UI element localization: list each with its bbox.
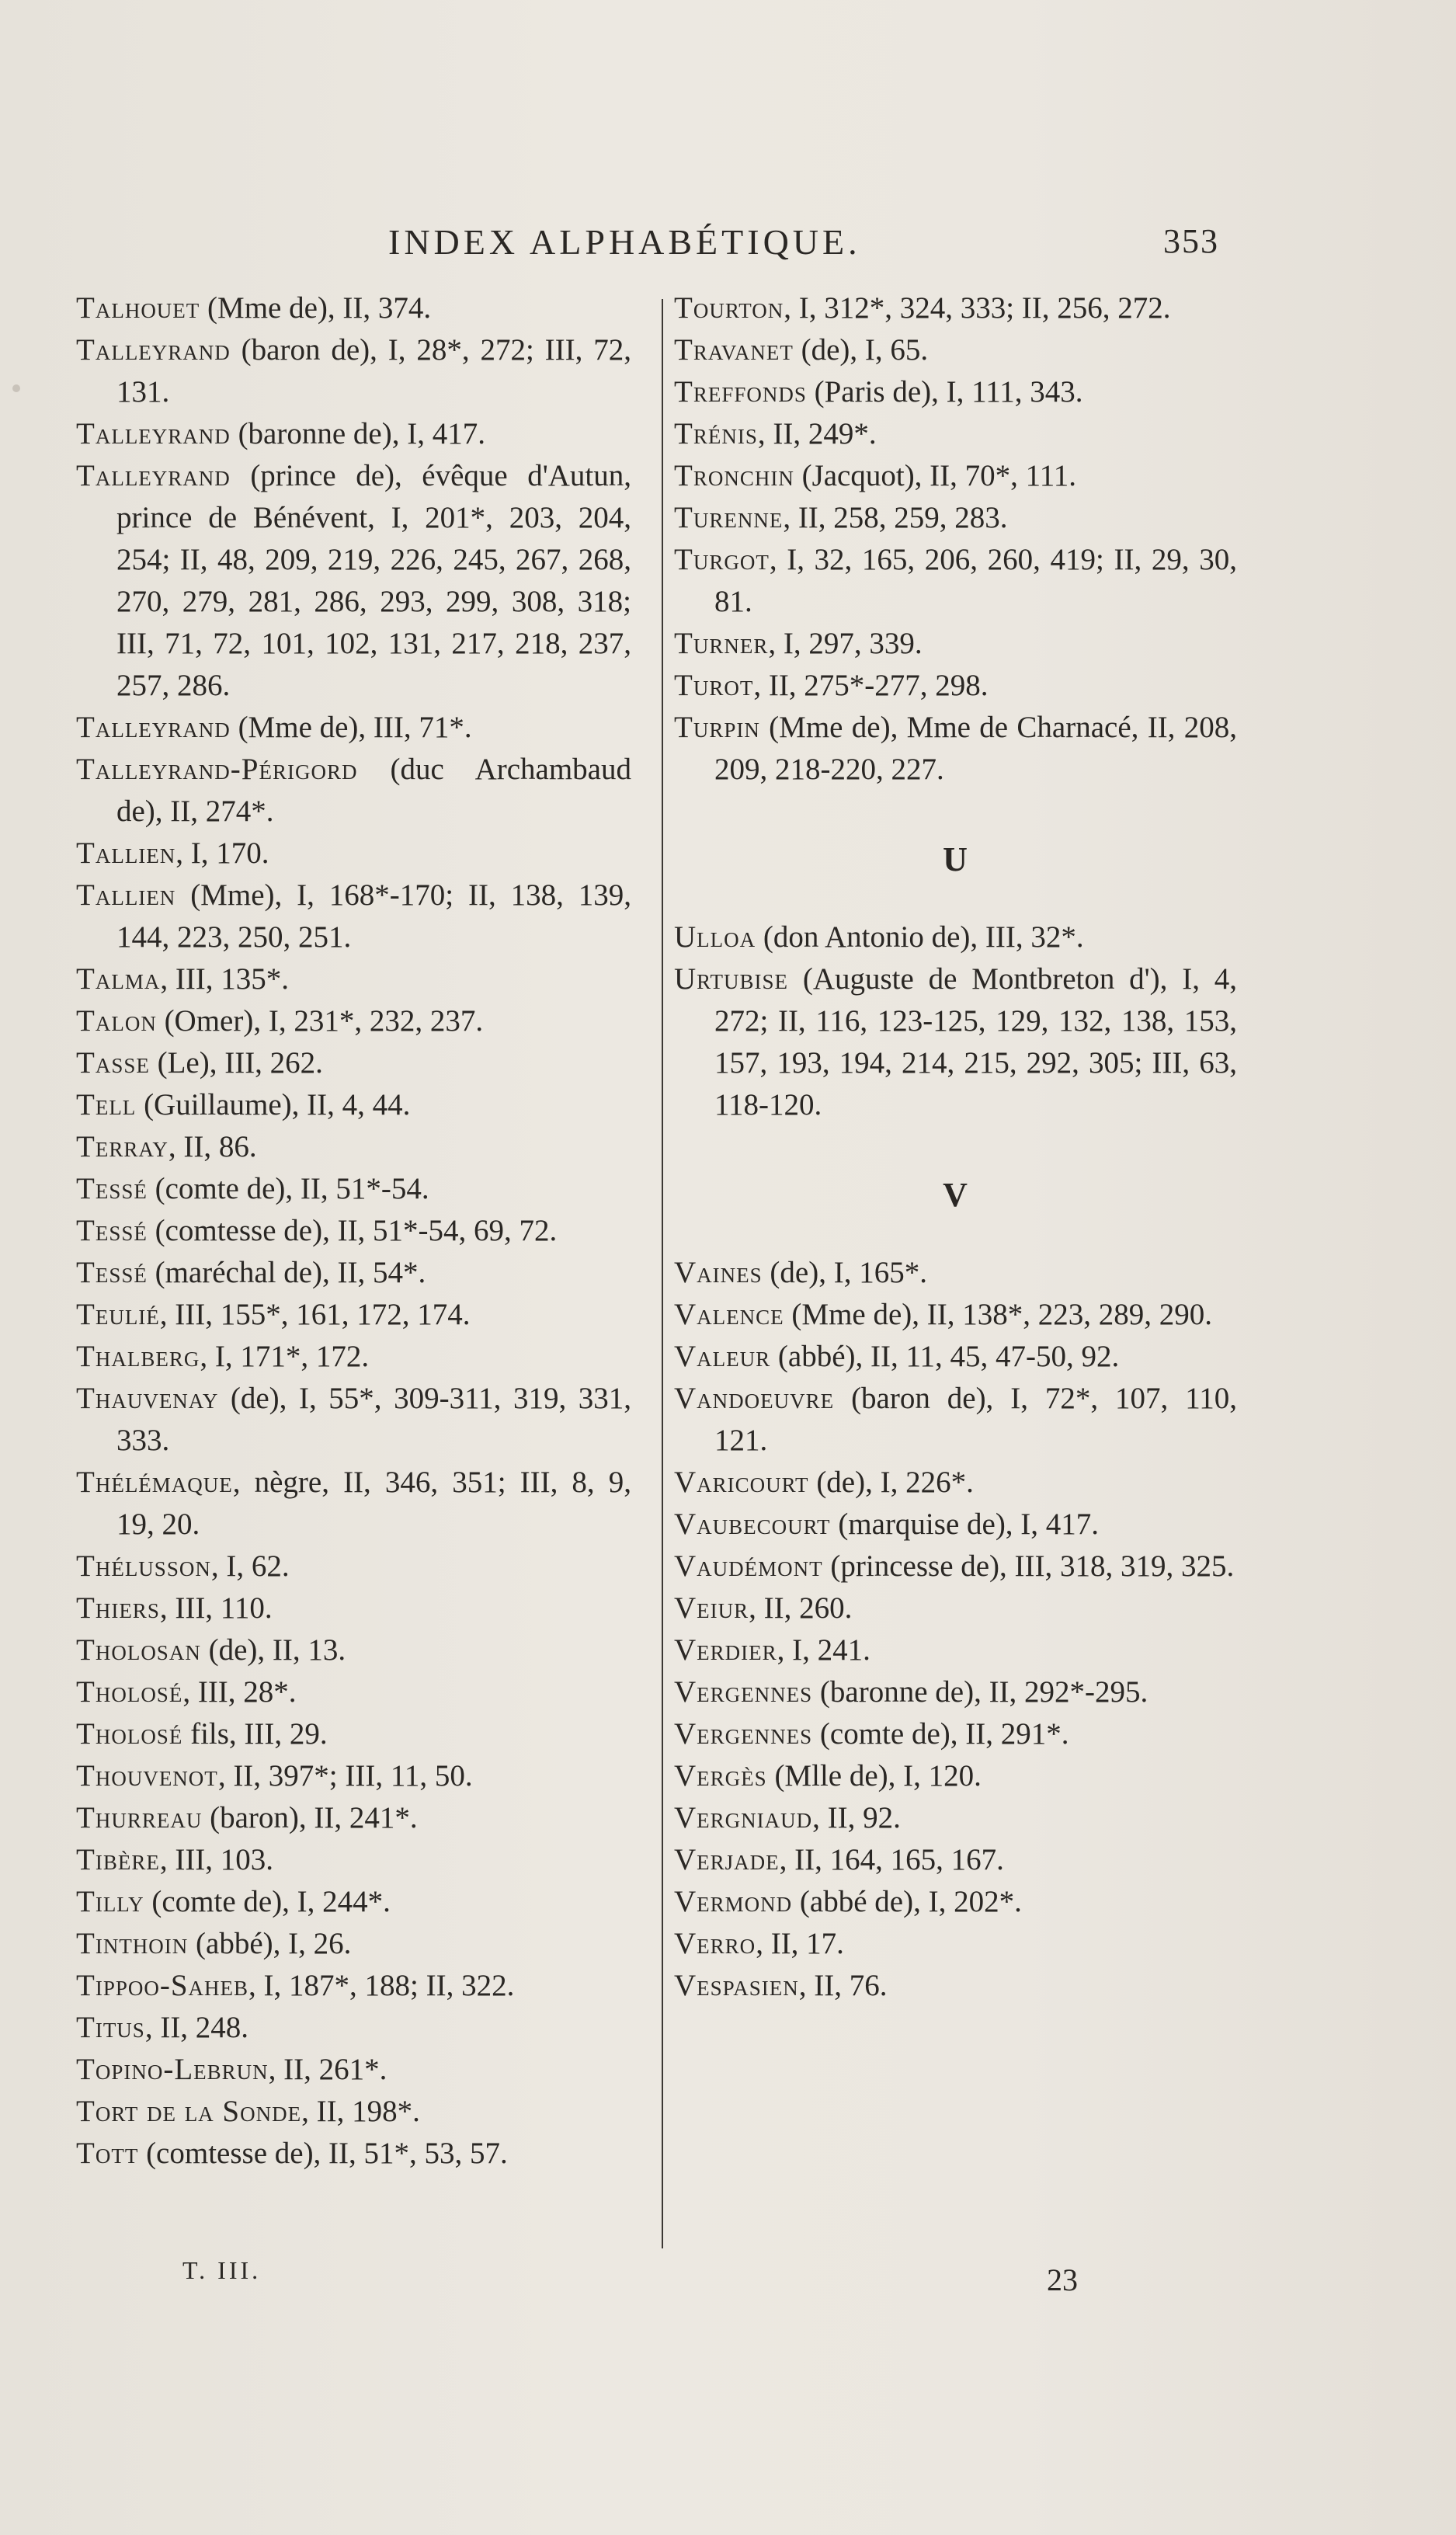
index-entry: [674, 958, 1237, 1126]
index-entry: [674, 413, 1237, 455]
index-entry: [674, 329, 1237, 371]
entry-headword: Varicourt: [674, 1466, 809, 1499]
index-entry: [674, 539, 1237, 623]
index-entry: [76, 1587, 631, 1629]
entry-headword: Talma: [76, 962, 161, 996]
entry-headword: Talleyrand: [76, 417, 231, 450]
index-entry: [674, 1587, 1237, 1629]
entry-headword: Talleyrand: [76, 333, 231, 367]
entry-references: (de), I, 55*, 309-311, 319, 331, 333.: [116, 1382, 631, 1457]
index-entry: [674, 1881, 1237, 1923]
entry-references: , II, 261*.: [268, 2053, 387, 2086]
entry-headword: Thalberg: [76, 1340, 200, 1373]
right-v-entries: [674, 1252, 1237, 2007]
entry-references: (Mme de), III, 71*.: [230, 711, 472, 744]
entry-references: (comte de), II, 51*-54.: [147, 1172, 429, 1205]
entry-headword: Talleyrand: [76, 711, 231, 744]
index-entry: [674, 371, 1237, 413]
entry-headword: Turner: [674, 627, 769, 660]
entry-references: (don Antonio de), III, 32*.: [756, 920, 1084, 954]
index-entry: [674, 1252, 1237, 1294]
entry-references: (baron de), I, 72*, 107, 110, 121.: [714, 1382, 1237, 1457]
index-entry: [76, 1252, 631, 1294]
entry-headword: Veiur: [674, 1591, 749, 1625]
letter-heading-v: V: [943, 1176, 968, 1214]
entry-headword: Vermond: [674, 1885, 793, 1918]
entry-references: , I, 32, 165, 206, 260, 419; II, 29, 30, 81.: [714, 543, 1237, 618]
index-entry: [674, 455, 1237, 497]
index-entry: [76, 749, 631, 833]
index-entry: [76, 1378, 631, 1462]
index-entry: [674, 1336, 1237, 1378]
index-entry: [674, 1504, 1237, 1546]
entry-headword: Thurreau: [76, 1801, 203, 1834]
entry-headword: Thélusson: [76, 1549, 211, 1583]
index-entry: [76, 707, 631, 749]
entry-references: (de), II, 13.: [200, 1633, 346, 1667]
entry-headword: Talleyrand: [76, 459, 231, 492]
entry-headword: Thauvenay: [76, 1382, 219, 1415]
index-entry: [76, 1839, 631, 1881]
index-entry: [76, 1126, 631, 1168]
entry-references: , II, 397*; III, 11, 50.: [217, 1759, 473, 1793]
index-entry: [76, 1462, 631, 1546]
index-entry: [76, 1755, 631, 1797]
entry-references: (baron), II, 241*.: [202, 1801, 418, 1834]
entry-references: , I, 171*, 172.: [200, 1340, 370, 1373]
index-entry: [76, 1965, 631, 2007]
entry-references: (abbé de), I, 202*.: [792, 1885, 1022, 1918]
index-entry: [76, 413, 631, 455]
entry-headword: Thélémaque: [76, 1466, 233, 1499]
entry-references: (Guillaume), II, 4, 44.: [136, 1088, 411, 1121]
entry-references: , III, 110.: [159, 1591, 273, 1625]
entry-references: (princesse de), III, 318, 319, 325.: [822, 1549, 1235, 1583]
entry-references: , I, 241.: [777, 1633, 870, 1667]
entry-references: , I, 62.: [210, 1549, 290, 1583]
entry-headword: Urtubise: [674, 962, 789, 996]
entry-headword: Turenne: [674, 501, 784, 534]
right-column: [674, 287, 1237, 2007]
signature-mark: T. III.: [182, 2256, 262, 2284]
entry-headword: Verdier: [674, 1633, 777, 1667]
entry-references: (marquise de), I, 417.: [830, 1507, 1100, 1541]
index-entry: [76, 2007, 631, 2049]
entry-headword: Tinthoin: [76, 1927, 189, 1960]
entry-headword: Travanet: [674, 333, 794, 367]
entry-headword: Turot: [674, 669, 754, 702]
index-entry: [76, 287, 631, 329]
entry-references: , II, 260.: [749, 1591, 853, 1625]
entry-references: , II, 248.: [144, 2011, 249, 2044]
entry-headword: Turpin: [674, 711, 760, 744]
entry-references: (comte de), II, 291*.: [812, 1717, 1069, 1751]
index-entry: [674, 1797, 1237, 1839]
entry-headword: Tasse: [76, 1046, 150, 1080]
index-entry: [76, 2091, 631, 2133]
index-entry: [674, 1755, 1237, 1797]
entry-references: , II, 258, 259, 283.: [783, 501, 1008, 534]
index-entry: [674, 1378, 1237, 1462]
index-entry: [76, 1336, 631, 1378]
entry-headword: Tessé: [76, 1172, 148, 1205]
entry-references: , III, 155*, 161, 172, 174.: [159, 1298, 471, 1331]
entry-headword: Vergniaud: [674, 1801, 813, 1834]
index-entry: [674, 1965, 1237, 2007]
entry-references: , III, 103.: [159, 1843, 274, 1876]
entry-headword: Vaudémont: [674, 1549, 823, 1583]
entry-headword: Tronchin: [674, 459, 794, 492]
entry-references: , III, 28*.: [182, 1675, 297, 1709]
index-entry: [674, 1839, 1237, 1881]
entry-headword: Tallien: [76, 878, 176, 912]
entry-headword: Talhouet: [76, 291, 200, 325]
right-u-entries: [674, 916, 1237, 1126]
index-entry: [76, 455, 631, 707]
index-entry: [76, 1629, 631, 1671]
entry-references: , III, 135*.: [160, 962, 290, 996]
entry-headword: Valence: [674, 1298, 784, 1331]
entry-references: , II, 92.: [812, 1801, 901, 1834]
index-entry: [76, 1294, 631, 1336]
entry-references: , II, 249*.: [757, 417, 877, 450]
page-number: 353: [1163, 222, 1219, 260]
entry-headword: Vespasien: [674, 1969, 799, 2002]
index-entry: [76, 1042, 631, 1084]
index-entry: [674, 665, 1237, 707]
index-entry: [674, 707, 1237, 791]
entry-headword: Teulié: [76, 1298, 160, 1331]
entry-references: (comte de), I, 244*.: [144, 1885, 391, 1918]
entry-headword: Verjade: [674, 1843, 780, 1876]
entry-headword: Thiers: [76, 1591, 160, 1625]
entry-references: (Paris de), I, 111, 343.: [806, 375, 1083, 409]
entry-references: (de), I, 165*.: [762, 1256, 927, 1289]
entry-headword: Tibère: [76, 1843, 160, 1876]
entry-references: (Mme de), Mme de Charnacé, II, 208, 209, 218-220, 227.: [714, 711, 1237, 786]
entry-references: (baronne de), II, 292*-295.: [812, 1675, 1148, 1709]
entry-references: fils, III, 29.: [182, 1717, 328, 1751]
index-entry: [674, 623, 1237, 665]
entry-headword: Vandoeuvre: [674, 1382, 835, 1415]
page-speck: [12, 384, 20, 392]
index-entry: [674, 1546, 1237, 1587]
index-entry: [674, 916, 1237, 958]
entry-headword: Tholosan: [76, 1633, 201, 1667]
index-entry: [76, 1168, 631, 1210]
entry-headword: Tallien: [76, 836, 176, 870]
entry-references: (Mme de), II, 374.: [200, 291, 432, 325]
entry-headword: Tholosé: [76, 1675, 183, 1709]
entry-references: (Jacquot), II, 70*, 111.: [794, 459, 1077, 492]
entry-headword: Verro: [674, 1927, 756, 1960]
entry-references: (baronne de), I, 417.: [230, 417, 485, 450]
entry-headword: Tourton: [674, 291, 784, 325]
entry-references: (Mme), I, 168*-170; II, 138, 139, 144, 223, 250, 251.: [116, 878, 631, 954]
entry-headword: Titus: [76, 2011, 145, 2044]
index-entry: [76, 1000, 631, 1042]
entry-headword: Tippoo-Saheb: [76, 1969, 249, 2002]
entry-headword: Thouvenot: [76, 1759, 218, 1793]
index-entry: [76, 2049, 631, 2091]
entry-headword: Tessé: [76, 1256, 148, 1289]
entry-headword: Tott: [76, 2137, 139, 2170]
index-entry: [674, 497, 1237, 539]
entry-references: (comtesse de), II, 51*-54, 69, 72.: [147, 1214, 558, 1247]
index-entry: [76, 329, 631, 413]
entry-references: , I, 297, 339.: [768, 627, 923, 660]
running-header: [388, 221, 1219, 268]
entry-references: , II, 76.: [798, 1969, 888, 2002]
entry-references: (prince de), évêque d'Autun, prince de Bénévent, I, 201*, 203, 204, 254; II, 48, 209, 219, 226, 245, 267, 268, 270, 279, 281, 286, 293, 299, 308, 318; III, 71, 72, 101, 102, 131, 217, 218, 237, 257, 286.: [116, 459, 631, 702]
sheet-number: 23: [1047, 2262, 1078, 2297]
entry-references: (Auguste de Montbreton d'), I, 4, 272; II, 116, 123-125, 129, 132, 138, 153, 157, 193, 194, 214, 215, 292, 305; III, 63, 118-120.: [714, 962, 1237, 1121]
index-entry: [76, 1713, 631, 1755]
index-entry: [674, 1462, 1237, 1504]
index-entry: [76, 1881, 631, 1923]
index-entry: [76, 1923, 631, 1965]
entry-headword: Tessé: [76, 1214, 148, 1247]
entry-headword: Vaines: [674, 1256, 763, 1289]
entry-references: (Omer), I, 231*, 232, 237.: [156, 1004, 484, 1038]
entry-references: (abbé), II, 11, 45, 47-50, 92.: [770, 1340, 1120, 1373]
entry-references: (Mme de), II, 138*, 223, 289, 290.: [784, 1298, 1212, 1331]
entry-references: , II, 198*.: [301, 2095, 420, 2128]
index-entry: [674, 1923, 1237, 1965]
index-entry: [76, 875, 631, 958]
entry-references: , I, 312*, 324, 333; II, 256, 272.: [784, 291, 1171, 325]
page-title: INDEX ALPHABÉTIQUE.: [388, 222, 861, 262]
entry-headword: Topino-Lebrun: [76, 2053, 269, 2086]
entry-references: , I, 170.: [175, 836, 269, 870]
entry-headword: Vergès: [674, 1759, 767, 1793]
index-entry: [76, 1671, 631, 1713]
entry-references: , I, 187*, 188; II, 322.: [248, 1969, 515, 2002]
entry-headword: Talleyrand-Périgord: [76, 753, 358, 786]
entry-headword: Tort de la Sonde: [76, 2095, 302, 2128]
entry-references: (baron de), I, 28*, 272; III, 72, 131.: [116, 333, 631, 409]
entry-headword: Valeur: [674, 1340, 771, 1373]
index-entry: [674, 287, 1237, 329]
entry-headword: Turgot: [674, 543, 770, 576]
column-separator: [662, 299, 663, 2248]
entry-headword: Ulloa: [674, 920, 756, 954]
entry-headword: Vergennes: [674, 1717, 813, 1751]
left-column: [76, 287, 631, 2175]
right-t-entries: [674, 287, 1237, 791]
entry-headword: Vaubecourt: [674, 1507, 831, 1541]
entry-references: , II, 164, 165, 167.: [779, 1843, 1004, 1876]
entry-headword: Treffonds: [674, 375, 807, 409]
letter-heading-u: U: [943, 840, 968, 878]
entry-references: (Mlle de), I, 120.: [766, 1759, 982, 1793]
index-entry: [76, 2133, 631, 2175]
entry-references: (comtesse de), II, 51*, 53, 57.: [138, 2137, 508, 2170]
entry-headword: Vergennes: [674, 1675, 813, 1709]
index-entry: [76, 1797, 631, 1839]
entry-references: (maréchal de), II, 54*.: [147, 1256, 426, 1289]
entry-headword: Talon: [76, 1004, 157, 1038]
index-entry: [674, 1671, 1237, 1713]
index-entry: [674, 1294, 1237, 1336]
index-entry: [76, 833, 631, 875]
index-entry: [76, 1084, 631, 1126]
entry-references: , II, 275*-277, 298.: [753, 669, 989, 702]
index-entry: [674, 1713, 1237, 1755]
index-entry: [76, 958, 631, 1000]
entry-references: (duc Archambaud de), II, 274*.: [116, 753, 631, 828]
index-entry: [76, 1210, 631, 1252]
entry-headword: Tilly: [76, 1885, 144, 1918]
entry-references: , II, 17.: [756, 1927, 844, 1960]
entry-references: (abbé), I, 26.: [188, 1927, 352, 1960]
entry-references: , nègre, II, 346, 351; III, 8, 9, 19, 20.: [116, 1466, 631, 1541]
entry-references: (Le), III, 262.: [149, 1046, 323, 1080]
entry-references: , II, 86.: [168, 1130, 257, 1163]
entry-headword: Terray: [76, 1130, 169, 1163]
entry-headword: Tholosé: [76, 1717, 183, 1751]
entry-references: (de), I, 65.: [793, 333, 929, 367]
entry-headword: Trénis: [674, 417, 758, 450]
index-entry: [674, 1629, 1237, 1671]
entry-headword: Tell: [76, 1088, 137, 1121]
entry-references: (de), I, 226*.: [808, 1466, 974, 1499]
index-entry: [76, 1546, 631, 1587]
